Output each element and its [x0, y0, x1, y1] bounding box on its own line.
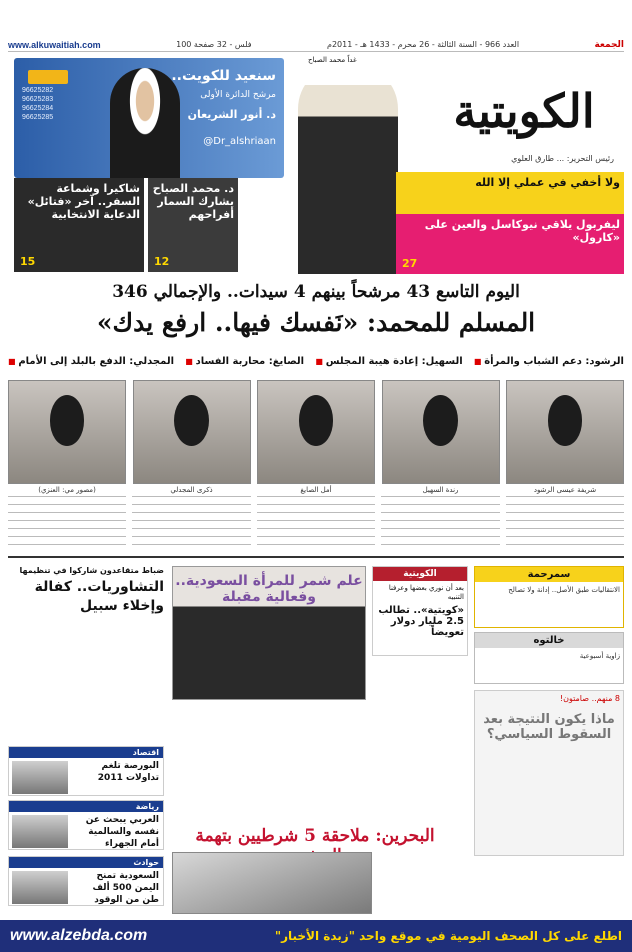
body-column: [132, 496, 250, 552]
site-url[interactable]: www.alkuwaitiah.com: [8, 39, 101, 50]
ad-slogan: سنعيد للكويت..: [171, 68, 276, 84]
lead-headline[interactable]: المسلم للمحمد: «نَفسك فيها.. ارفع يدك»: [96, 308, 536, 337]
body-column: [8, 496, 126, 552]
section-divider: [8, 556, 624, 558]
teaser-page-number: 12: [154, 255, 170, 268]
ad-role: مرشح الدائرة الأولى: [200, 90, 276, 100]
teaser-sabah-text: د. محمد الصباح يشارك السمار أفراحهم: [152, 182, 234, 221]
left-box-bar: اقتصاد: [9, 747, 163, 758]
teaser-page-number: 15: [20, 255, 36, 268]
candidate-portrait: [110, 68, 180, 178]
left-box-headline: السعودية تمنح اليمن 500 ألف طن من الوقود: [92, 871, 159, 905]
ad-logo-icon: [28, 70, 68, 84]
body-column: [257, 496, 375, 552]
left-box-bar: رياضة: [9, 801, 163, 812]
ad-phone: 96625283: [22, 96, 54, 103]
lead-pretitle: اليوم التاسع 43 مرشحاً بينهم 4 سيدات.. والإجمالي 346: [112, 282, 520, 302]
opinion-headline: ماذا يكون النتيجة بعد السقوط السياسي؟: [483, 712, 615, 742]
teaser-shakira-text: شاكيرا وشماعة السفر.. آخر «فتائل» الدعاية الانتخابية: [27, 182, 140, 221]
top-info-line: [8, 38, 624, 52]
footer-banner[interactable]: [0, 920, 632, 952]
candidate-photo[interactable]: [133, 380, 251, 484]
photo-cell: [506, 380, 624, 492]
column-box-gray[interactable]: [474, 632, 624, 684]
kuwaitiya-box[interactable]: [372, 566, 468, 656]
left-box-sports[interactable]: [8, 800, 164, 850]
candidate-ad[interactable]: [14, 58, 284, 178]
candidate-photo[interactable]: [382, 380, 500, 484]
left-story[interactable]: [8, 566, 164, 648]
column-box-yellow[interactable]: [474, 566, 624, 628]
left-box-incidents[interactable]: [8, 856, 164, 906]
left-box-headline: البورصة تلغم تداولات 2011: [97, 761, 159, 783]
photo-cell: [133, 380, 251, 492]
teaser-pink[interactable]: [396, 214, 624, 274]
box-text: الانتقاليات طبق الأصل.. إدانة ولا تصالح: [508, 586, 620, 594]
ad-phone: 96625284: [22, 105, 54, 112]
opinion-kicker: 8 منهم.. صامتون!: [559, 694, 620, 703]
candidate-photo[interactable]: [8, 380, 126, 484]
left-box-economy[interactable]: [8, 746, 164, 796]
left-box-headline: العربي يبحث عن نفسه والسالمية أمام الجهراء: [85, 815, 159, 849]
photo-cell: [257, 380, 375, 492]
photo-cell: [382, 380, 500, 492]
left-box-bar: حوادث: [9, 857, 163, 868]
photo-cell: [8, 380, 126, 492]
box-title: خالتوه: [475, 633, 623, 648]
issue-info: العدد 966 - السنة الثالثة - 26 محرم - 1433 هـ - 2011م: [327, 40, 520, 49]
subhead: ■ الصايغ: محاربة الفساد: [185, 356, 304, 374]
masthead: [8, 54, 624, 278]
kuwaitiya-text: بعد أن نوري بعضها وعرفنا التنبيه: [388, 584, 464, 601]
photo-caption: رندة السهيل: [422, 486, 459, 494]
center-photo[interactable]: [172, 566, 366, 700]
center-photo-title: علم شمر للمرأة السعودية.. وفعالية مقبلة: [175, 573, 363, 605]
box-text: زاوية أسبوعية: [579, 652, 620, 660]
sheikh-photo: [298, 64, 398, 274]
publication-day: الجمعة: [594, 39, 624, 50]
candidate-photos: [8, 380, 624, 492]
editor-line: رئيس التحرير: ... طارق العلوي: [511, 154, 614, 163]
body-column: [506, 496, 624, 552]
bahrain-headline[interactable]: البحرين: ملاحقة 5 شرطيين بتهمة: [195, 826, 435, 846]
sheikh-label: غداً محمد الصباح: [308, 56, 357, 64]
opinion-box[interactable]: [474, 690, 624, 856]
teaser-page-number: 27: [402, 257, 418, 270]
subhead: ■ الرشود: دعم الشباب والمرأة: [474, 356, 624, 374]
photo-caption: أمل الصايغ: [300, 486, 332, 494]
teaser-sabah[interactable]: [148, 178, 238, 272]
ad-phone: 96625285: [22, 114, 54, 121]
subhead: ■ المجدلي: الدفع بالبلد إلى الأمام: [8, 356, 174, 374]
photo-caption: شريفة عيسى الرشود: [533, 486, 597, 494]
teaser-pink-text: ليفربول يلاقي نيوكاسل والعين على «كارول»: [424, 218, 620, 244]
teaser-yellow-text: ولا أخفي في عملي إلا الله: [475, 176, 620, 189]
photo-caption: ذكرى المجدلي: [170, 486, 213, 494]
kuwaitiya-headline: «كويتية».. تطالب 2.5 مليار دولار تعويضاً: [378, 605, 464, 638]
candidate-photo[interactable]: [257, 380, 375, 484]
footer-url[interactable]: www.alzebda.com: [10, 927, 148, 944]
lead-subheads: [8, 356, 624, 374]
footer-promo: اطلع على كل الصحف اليومية في موقع واحد "زبدة الأخبار": [274, 929, 622, 943]
candidate-photo[interactable]: [506, 380, 624, 484]
left-story-kicker: ضباط متقاعدون شاركوا في تنظيمها: [19, 566, 164, 575]
left-story-headline: التشاوريات.. كفالة وإخلاء سبيل: [34, 579, 164, 614]
box-title: سمرحمة: [475, 567, 623, 582]
ad-candidate-name: د. أنور الشريعان: [187, 108, 276, 121]
left-box-picture: [12, 761, 68, 794]
ad-phones: [22, 86, 53, 122]
ad-twitter-handle: @Dr_alshriaan: [203, 136, 276, 147]
teaser-shakira[interactable]: [14, 178, 144, 272]
left-box-picture: [12, 815, 68, 848]
left-box-picture: [12, 871, 68, 904]
ad-phone: 96625282: [22, 87, 54, 94]
lead-body-columns: [8, 496, 624, 552]
body-column: [381, 496, 499, 552]
bahrain-photo: [172, 852, 372, 914]
photo-caption: (مصور مي: العنزي): [38, 486, 96, 494]
newspaper-logo: الكويتية: [453, 84, 595, 138]
kuwaitiya-brand: الكويتية: [373, 567, 467, 581]
subhead: ■ السهيل: إعادة هيبة المجلس: [315, 356, 462, 374]
price-info: 100 فلس - 32 صفحة: [176, 40, 252, 49]
